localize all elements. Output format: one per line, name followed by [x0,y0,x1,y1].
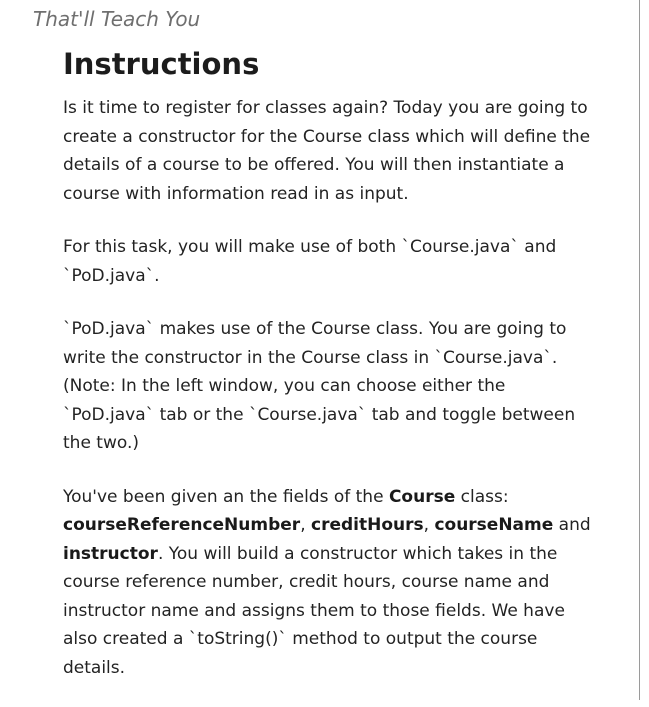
fields-text-1: You've been given an the fields of the [63,486,389,507]
fields-paragraph [63,483,593,683]
field-separator: , [423,515,435,535]
field-and: and [553,515,591,535]
instructions-content [63,44,593,707]
intro-paragraph: Is it time to register for classes again? Today you are going to create a constructor for the Course class which will define the details of a course to be offered. You will then instantiate a course with information read in as input. [63,98,591,204]
field-credit-hours: creditHours [311,515,424,535]
files-paragraph: For this task, you will make use of both `Course.java` and `PoD.java`. [63,237,557,286]
course-class-name: Course [388,486,456,507]
field-separator: , [300,515,311,535]
panel-title: That'll Teach You [33,7,201,31]
instructions-heading: Instructions [63,47,260,81]
field-instructor: instructor [63,543,158,564]
field-course-reference-number: courseReferenceNumber [63,515,301,535]
field-course-name: courseName [434,515,554,535]
fields-text-2: class: [455,486,509,507]
constructor-paragraph: `PoD.java` makes use of the Course class. You are going to write the constructor in the Course class in `Course.java`. (Note: In the left window, you can choose either the `PoD.java` tab or the `Course.java` tab and toggle between the two.) [63,319,576,453]
fields-text-3: . You will build a constructor which takes in the course reference number, credit hours, course name and instructor name and assigns them to those fields. We have also created a `toString()` method to output the course details. [63,543,565,678]
